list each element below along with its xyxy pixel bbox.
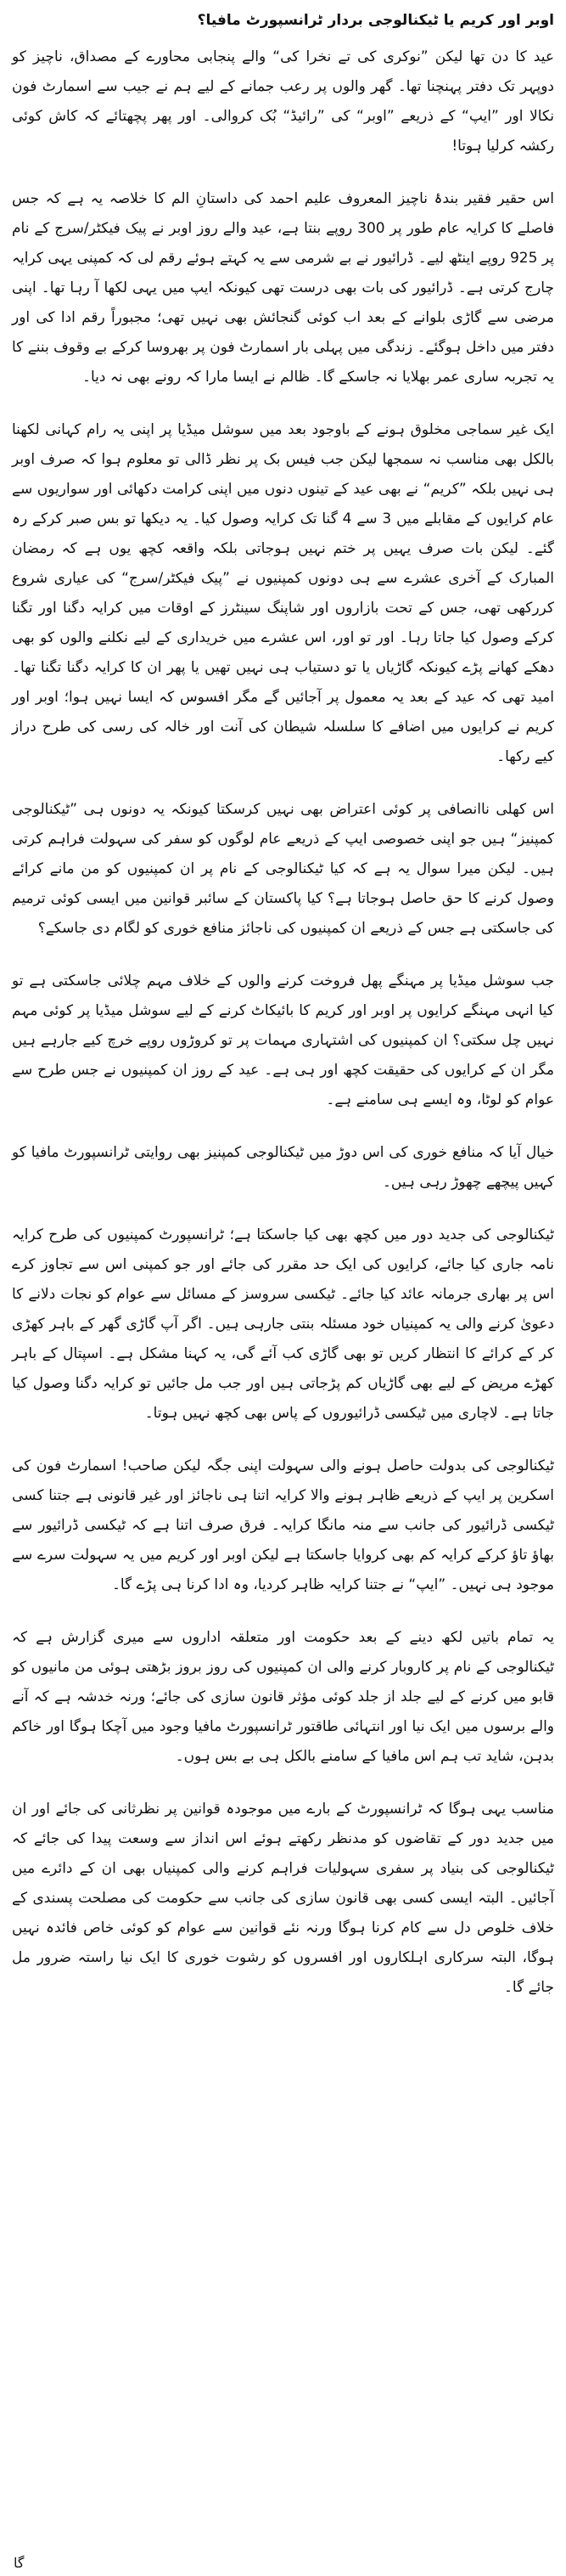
paragraph-8: ٹیکنالوجی کی بدولت حاصل ہونے والی سہولت اپنی جگہ لیکن صاحب! اسمارٹ فون کی اسکرین پر ایپ کے ذریعے ظاہر ہونے والا کرایہ اتنا ہی ناجائز اور غیر قانونی ہے جتنا کسی ٹیکسی ڈرائیور کی جانب سے منہ مانگا کرایہ۔ فرق صرف اتنا ہے کہ ٹیکسی ڈرائیور سے بھاؤ تاؤ کرکے کرایہ کم بھی کروایا جاسکتا ہے لیکن اوبر اور کریم میں یہ سہولت سرے سے موجود ہی نہیں۔ ”ایپ“ نے جتنا کرایہ ظاہر کردیا، وہ ادا کرنا ہی پڑے گا۔ <box>12 1457 554 1593</box>
paragraph-7: ٹیکنالوجی کی جدید دور میں کچھ بھی کیا جاسکتا ہے؛ ٹرانسپورٹ کمپنیوں کی طرح کرایہ نامہ جاری کیا جائے، کرایوں کی ایک حد مقرر کی جائے اور جو کمپنی اس سے تجاوز کرے اس پر بھاری جرمانہ عائد کیا جائے۔ ٹیکسی سروسز کے مسائل سے عوام کو نجات دلانے کا دعویٰ کرنے والی یہ کمپنیاں خود مسئلہ بنتی جارہی ہیں۔ اگر آپ گاڑی گھر کے باہر کھڑی کر کے کرائے کا انتظار کریں تو بھی گاڑی کب آئے گی، یہ کہنا مشکل ہے۔ اسپتال کے باہر کھڑے مریض کے لیے بھی گاڑیاں کم پڑجاتی ہیں اور جب مل جائیں تو کرایہ دگنا وصول کیا جاتا ہے۔ لاچاری میں ٹیکسی ڈرائیوروں کے پاس بھی کچھ نہیں ہوتا۔ <box>12 1226 554 1422</box>
paragraph-1: عید کا دن تھا لیکن ”نوکری کی تے نخرا کی“ والے پنجابی محاورے کے مصداق، ناچیز کو دوپہر تک دفتر پہنچنا تھا۔ گھر والوں پر رعب جمانے کے لیے ہم نے جیب سے اسمارٹ فون نکالا اور ”ایپ“ کے ذریعے ”اوبر“ کی ”رائیڈ“ بُک کروالی۔ اور پھر پچھتائے کہ کاش کوئی رکشہ کرلیا ہوتا! <box>12 48 554 155</box>
paragraph-5: جب سوشل میڈیا پر مہنگے پھل فروخت کرنے والوں کے خلاف مہم چلائی جاسکتی ہے تو کیا انہی مہنگے کرایوں پر اوبر اور کریم کا بائیکاٹ کرنے کے لیے سوشل میڈیا پر کوئی مہم نہیں چل سکتی؟ ان کمپنیوں کی اشتہاری مہمات پر تو کروڑوں روپے خرچ کیے جارہے ہیں مگر ان کے کرایوں کی حقیقت کچھ اور ہی ہے۔ عید کے روز ان کمپنیوں نے جس طرح سے عوام کو لوٹا، وہ ایسے ہی سامنے ہے۔ <box>12 972 554 1108</box>
paragraph-2: اس حقیر فقیر بندۂ ناچیز المعروف علیم احمد کی داستانِ الم کا خلاصہ یہ ہے کہ جس فاصلے کا کرایہ عام طور پر 300 روپے بنتا ہے، عید والے روز اوبر نے پیک فیکٹر/سرج کے نام پر 925 روپے اینٹھ لیے۔ ڈرائیور نے بے شرمی سے یہ کہتے ہوئے رقم لی کہ کمپنی یہی کرایہ چارج کرتی ہے۔ ڈرائیور کی بات بھی درست تھی کیونکہ ایپ میں یہی لکھا آ رہا تھا۔ اپنی مرضی سے گاڑی بلوانے کے بعد اب کوئی گنجائش بھی نہیں تھی؛ مجبوراً رقم ادا کی اور دفتر میں داخل ہوگئے۔ زندگی میں پہلی بار اسمارٹ فون پر بھروسا کرکے بے وقوف بننے کا یہ تجربہ ساری عمر بھلایا نہ جاسکے گا۔ ظالم نے ایسا مارا کہ رونے بھی نہ دیا۔ <box>12 190 554 386</box>
paragraph-3: ایک غیر سماجی مخلوق ہونے کے باوجود بعد میں سوشل میڈیا پر اپنی یہ رام کہانی لکھنا بالکل بھی مناسب نہ سمجھا لیکن جب فیس بک پر نظر ڈالی تو معلوم ہوا کہ صرف اوبر ہی نہیں بلکہ ”کریم“ نے بھی عید کے تینوں دنوں میں اپنی کرامت دکھائی اور سواریوں سے عام کرایوں کے مقابلے میں 3 سے 4 گنا تک کرایہ وصول کیا۔ یہ دیکھا تو بس صبر کرکے رہ گئے۔ لیکن بات صرف یہیں پر ختم نہیں ہوجاتی بلکہ واقعہ کچھ یوں ہے کہ رمضان المبارک کے آخری عشرے سے ہی دونوں کمپنیوں نے ”پیک فیکٹر/سرج“ کی عیاری شروع کررکھی تھی، جس کے تحت بازاروں اور شاپنگ سینٹرز کے اوقات میں کرایہ دگنا اور تگنا کرکے وصول کیا جاتا رہا۔ اور تو اور، اس عشرے میں خریداری کے لیے نکلنے والوں کو بھی دھکے کھانے پڑے کیونکہ گاڑیاں یا تو دستیاب ہی نہیں تھیں یا پھر ان کا کرایہ دگنا تگنا تھا۔ امید تھی کہ عید کے بعد یہ معمول پر آجائیں گے مگر افسوس کہ ایسا نہیں ہوا؛ اوبر اور کریم نے کرایوں میں اضافے کا سلسلہ شیطان کی آنت اور خالہ کی رسی کی طرح دراز کیے رکھا۔ <box>12 421 555 765</box>
article-title: اوبر اور کریم یا ٹیکنالوجی بردار ٹرانسپورٹ مافیا؟ <box>197 12 554 29</box>
paragraph-6: خیال آیا کہ منافع خوری کی اس دوڑ میں ٹیکنالوجی کمپنیز بھی روایتی ٹرانسپورٹ مافیا کو کہیں پیچھے چھوڑ رہی ہیں۔ <box>12 1144 554 1191</box>
paragraph-10: مناسب یہی ہوگا کہ ٹرانسپورٹ کے بارے میں موجودہ قوانین پر نظرثانی کی جائے اور ان میں جدید دور کے تقاضوں کو مدنظر رکھتے ہوئے اس انداز سے وسعت پیدا کی جائے کہ ٹیکنالوجی کی بنیاد پر سفری سہولیات فراہم کرنے والی کمپنیاں بھی ان کے دائرے میں آجائیں۔ البتہ ایسی کسی بھی قانون سازی کی جانب سے حکومت کی مصلحت پسندی کے خلاف خلوص دل سے کام کرنا ہوگا ورنہ نئے قوانین سے عوام کو کوئی خاص فائدہ نہیں ہوگا، البتہ سرکاری اہلکاروں اور افسروں کو رشوت خوری کا ایک نیا راستہ ضرور مل جائے گا۔ <box>12 1801 554 1996</box>
paragraph-9: یہ تمام باتیں لکھ دینے کے بعد حکومت اور متعلقہ اداروں سے میری گزارش ہے کہ ٹیکنالوجی کے نام پر کاروبار کرنے والی ان کمپنیوں کی روز بروز بڑھتی ہوئی من مانیوں کو قابو میں کرنے کے لیے جلد از جلد کوئی مؤثر قانون سازی کی جائے؛ ورنہ خدشہ ہے کہ آنے والے برسوں میں ایک نیا اور انتہائی طاقتور ٹرانسپورٹ مافیا وجود میں آچکا ہوگا اور خاکم بدہن، شاید تب ہم اس مافیا کے سامنے بالکل ہی بے بس ہوں۔ <box>12 1629 554 1765</box>
page-continuation-mark: گا <box>14 2555 25 2571</box>
paragraph-4: اس کھلی ناانصافی پر کوئی اعتراض بھی نہیں کرسکتا کیونکہ یہ دونوں ہی ”ٹیکنالوجی کمپنیز“ ہیں جو اپنی خصوصی ایپ کے ذریعے عام لوگوں کو سفر کی سہولت فراہم کرتی ہیں۔ لیکن میرا سوال یہ ہے کہ کیا ٹیکنالوجی کے نام پر ان کمپنیوں کو من مانے کرائے وصول کرنے کا حق حاصل ہوجاتا ہے؟ کیا پاکستان کے سائبر قوانین میں ایسی کوئی ترمیم کی جاسکتی ہے جس کے ذریعے ان کمپنیوں کی ناجائز منافع خوری کو لگام دی جاسکے؟ <box>12 801 554 937</box>
